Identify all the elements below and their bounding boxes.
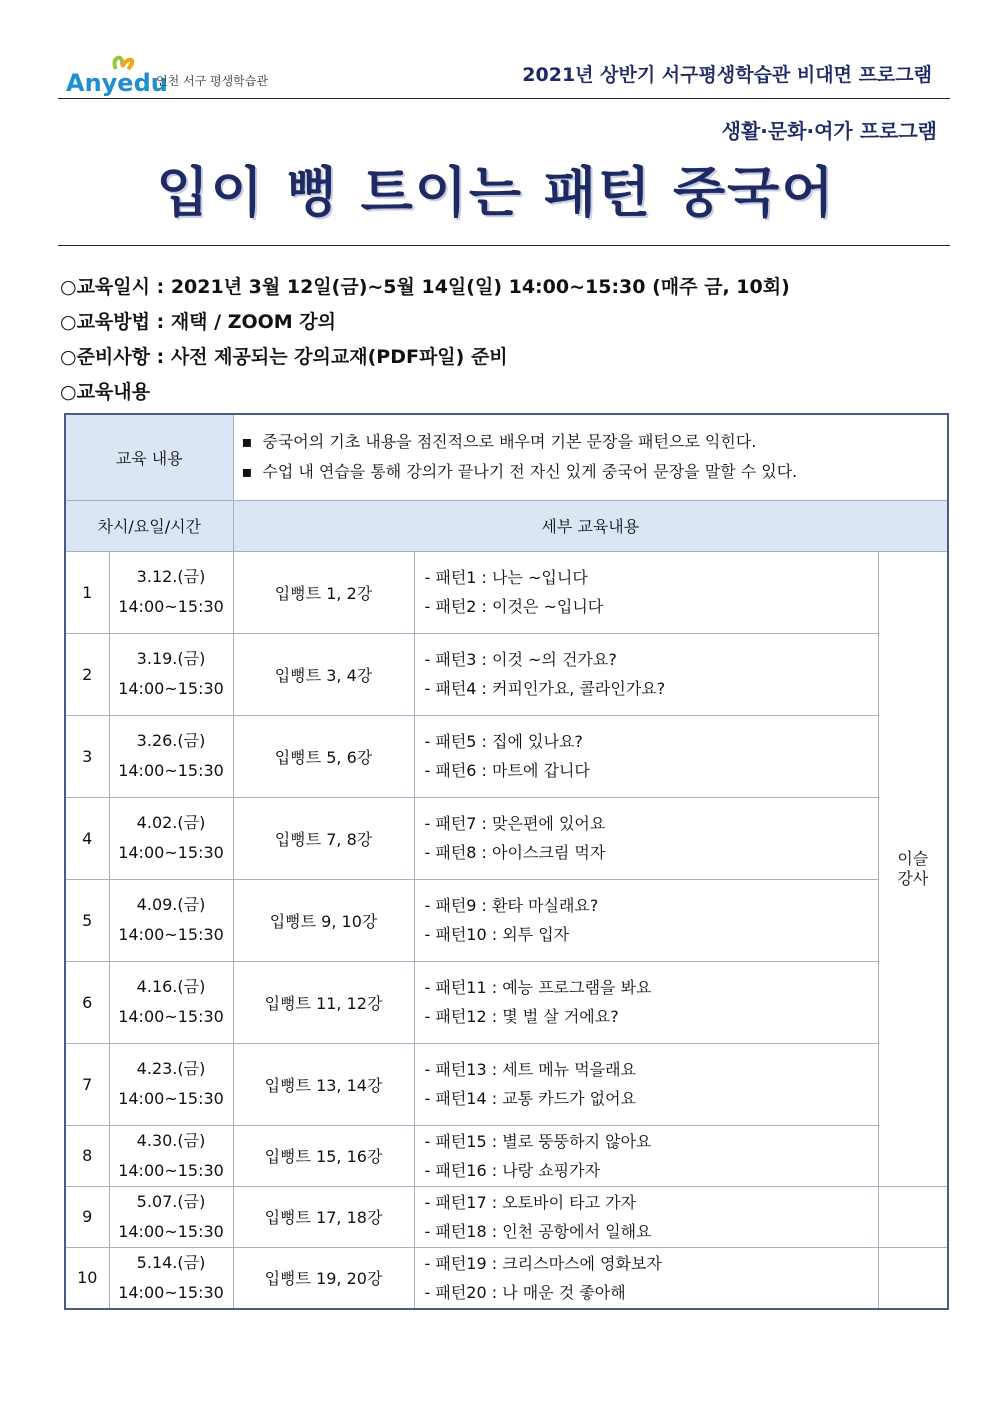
- content-item: ▪ 중국어의 기초 내용을 점진적으로 배우며 기본 문장을 패턴으로 익힌다.: [242, 427, 948, 457]
- session-detail: - 패턴9 : 환타 마실래요? - 패턴10 : 외투 입자: [414, 879, 878, 961]
- divider: [58, 98, 950, 99]
- table-row: [65, 1247, 948, 1309]
- empty-instructor-cell: [878, 1247, 948, 1309]
- session-number: 10: [65, 1247, 109, 1309]
- session-number: 1: [65, 551, 109, 633]
- session-lecture: 입뻥트 7, 8강: [233, 797, 414, 879]
- session-detail: - 패턴1 : 나는 ~입니다 - 패턴2 : 이것은 ~입니다: [414, 551, 878, 633]
- session-date: 5.14.(금) 14:00~15:30: [109, 1247, 233, 1309]
- logo-wordmark: Anyedu: [66, 69, 168, 97]
- table-row: [65, 715, 948, 797]
- session-number: 4: [65, 797, 109, 879]
- session-number: 8: [65, 1125, 109, 1186]
- session-number: 9: [65, 1186, 109, 1247]
- info-method: ○교육방법 : 재택 / ZOOM 강의: [60, 311, 337, 333]
- session-date: 4.23.(금) 14:00~15:30: [109, 1043, 233, 1125]
- table-row: [65, 1125, 948, 1186]
- session-lecture: 입뻥트 15, 16강: [233, 1125, 414, 1186]
- info-preparation: ○준비사항 : 사전 제공되는 강의교재(PDF파일) 준비: [60, 346, 508, 368]
- subheading: 생활·문화·여가 프로그램: [721, 119, 937, 143]
- session-number: 5: [65, 879, 109, 961]
- table-row: [65, 1043, 948, 1125]
- session-detail: - 패턴17 : 오토바이 타고 가자 - 패턴18 : 인천 공항에서 일해요: [414, 1186, 878, 1247]
- session-lecture: 입뻥트 11, 12강: [233, 961, 414, 1043]
- anyedu-logo-icon: [66, 55, 168, 99]
- empty-instructor-cell: [878, 1186, 948, 1247]
- session-number: 2: [65, 633, 109, 715]
- session-detail: - 패턴11 : 예능 프로그램을 봐요 - 패턴12 : 몇 벌 살 거에요?: [414, 961, 878, 1043]
- info-schedule: ○교육일시 : 2021년 3월 12일(금)~5월 14일(일) 14:00~15:30 (매주 금, 10회): [60, 276, 790, 298]
- session-lecture: 입뻥트 9, 10강: [233, 879, 414, 961]
- session-date: 3.12.(금) 14:00~15:30: [109, 551, 233, 633]
- session-date: 4.16.(금) 14:00~15:30: [109, 961, 233, 1043]
- col-header-detail: 세부 교육내용: [233, 500, 948, 551]
- table-row: [65, 551, 948, 633]
- session-detail: - 패턴19 : 크리스마스에 영화보자 - 패턴20 : 나 매운 것 좋아해: [414, 1247, 878, 1309]
- session-number: 7: [65, 1043, 109, 1125]
- session-lecture: 입뻥트 17, 18강: [233, 1186, 414, 1247]
- session-number: 6: [65, 961, 109, 1043]
- table-row: [65, 797, 948, 879]
- content-summary: [233, 414, 948, 500]
- session-date: 3.19.(금) 14:00~15:30: [109, 633, 233, 715]
- session-date: 4.30.(금) 14:00~15:30: [109, 1125, 233, 1186]
- table-row: [65, 633, 948, 715]
- session-detail: - 패턴5 : 집에 있나요? - 패턴6 : 마트에 갑니다: [414, 715, 878, 797]
- logo-subtitle: 인천 서구 평생학습관: [156, 74, 268, 88]
- session-lecture: 입뻥트 19, 20강: [233, 1247, 414, 1309]
- session-detail: - 패턴3 : 이것 ~의 건가요? - 패턴4 : 커피인가요, 콜라인가요?: [414, 633, 878, 715]
- program-title: 2021년 상반기 서구평생학습관 비대면 프로그램: [522, 64, 932, 86]
- session-date: 3.26.(금) 14:00~15:30: [109, 715, 233, 797]
- logo: [66, 55, 296, 99]
- table-row: [65, 1186, 948, 1247]
- session-lecture: 입뻥트 5, 6강: [233, 715, 414, 797]
- instructor-cell: 이슬 강사: [878, 551, 948, 1186]
- session-date: 4.09.(금) 14:00~15:30: [109, 879, 233, 961]
- info-content-label: ○교육내용: [60, 381, 150, 403]
- table-row: [65, 879, 948, 961]
- divider: [58, 245, 950, 246]
- session-lecture: 입뻥트 13, 14강: [233, 1043, 414, 1125]
- col-header-schedule: 차시/요일/시간: [65, 500, 233, 551]
- session-detail: - 패턴15 : 별로 뚱뚱하지 않아요 - 패턴16 : 나랑 쇼핑가자: [414, 1125, 878, 1186]
- curriculum-table: [64, 413, 949, 1310]
- session-lecture: 입뻥트 1, 2강: [233, 551, 414, 633]
- session-number: 3: [65, 715, 109, 797]
- table-row: [65, 961, 948, 1043]
- session-lecture: 입뻥트 3, 4강: [233, 633, 414, 715]
- session-date: 5.07.(금) 14:00~15:30: [109, 1186, 233, 1247]
- session-date: 4.02.(금) 14:00~15:30: [109, 797, 233, 879]
- session-detail: - 패턴13 : 세트 메뉴 먹을래요 - 패턴14 : 교통 카드가 없어요: [414, 1043, 878, 1125]
- content-label-cell: 교육 내용: [65, 414, 233, 500]
- content-item: ▪ 수업 내 연습을 통해 강의가 끝나기 전 자신 있게 중국어 문장을 말할 수 있다.: [242, 457, 948, 487]
- session-detail: - 패턴7 : 맞은편에 있어요 - 패턴8 : 아이스크림 먹자: [414, 797, 878, 879]
- page-title: 입이 뻥 트이는 패턴 중국어: [156, 161, 836, 224]
